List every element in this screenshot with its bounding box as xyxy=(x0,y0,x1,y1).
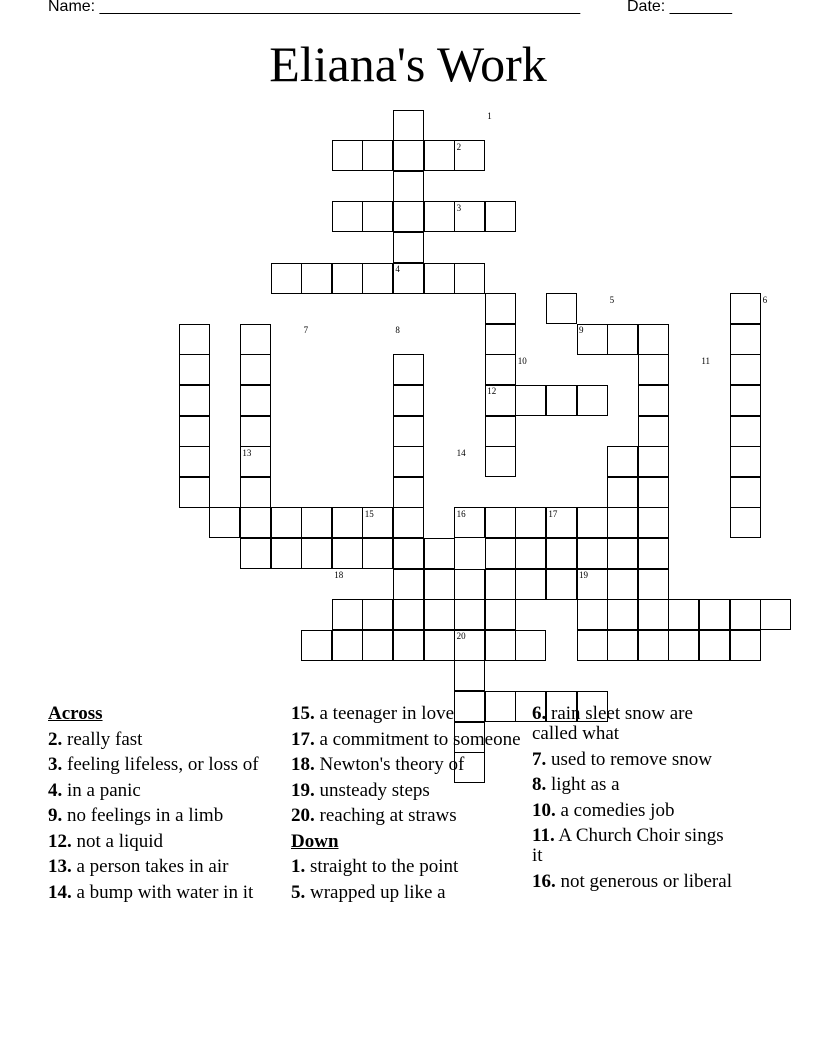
grid-cell[interactable] xyxy=(240,538,271,569)
grid-cell[interactable] xyxy=(485,599,516,630)
clue-across-20: 20. reaching at straws xyxy=(291,805,457,826)
clue-number-14: 14 xyxy=(456,447,466,458)
across-heading: Across xyxy=(48,703,103,724)
grid-cell[interactable] xyxy=(638,324,669,355)
clue-across-14: 14. a bump with water in it xyxy=(48,881,254,903)
clue-number-18: 18 xyxy=(334,570,344,580)
grid-cell[interactable] xyxy=(332,507,363,538)
grid-cell[interactable] xyxy=(607,630,638,661)
grid-cell[interactable] xyxy=(485,354,516,385)
grid-cell[interactable] xyxy=(515,569,546,600)
grid-cell[interactable] xyxy=(577,507,608,538)
grid-cell[interactable] xyxy=(454,599,485,630)
grid-cell[interactable] xyxy=(393,477,424,508)
clue-number-8: 8 xyxy=(395,325,400,336)
grid-cell[interactable] xyxy=(577,599,608,630)
grid-cell[interactable] xyxy=(179,354,210,385)
grid-cell[interactable] xyxy=(730,354,761,385)
grid-cell[interactable] xyxy=(332,538,363,569)
grid-cell[interactable] xyxy=(424,599,455,630)
grid-cell[interactable] xyxy=(332,630,363,661)
grid-cell[interactable] xyxy=(362,599,393,630)
clue-number-2: 2 xyxy=(456,141,462,152)
grid-cell[interactable] xyxy=(454,569,485,600)
clue-column-2 xyxy=(291,704,526,908)
clue-down-7: 7. used to remove snow xyxy=(532,748,712,770)
grid-cell[interactable] xyxy=(332,599,363,630)
grid-cell[interactable] xyxy=(301,507,332,538)
grid-cell[interactable] xyxy=(424,263,455,294)
date-field-label: Date: _______ xyxy=(627,0,732,15)
grid-cell[interactable] xyxy=(546,569,577,600)
grid-cell[interactable] xyxy=(393,110,424,141)
clue-across-17: 17. a commitment to someone xyxy=(291,728,521,750)
grid-cell[interactable] xyxy=(485,507,516,538)
grid-cell[interactable] xyxy=(638,416,669,447)
grid-cell[interactable] xyxy=(638,630,669,661)
grid-cell[interactable] xyxy=(546,293,577,324)
grid-cell[interactable] xyxy=(393,569,424,600)
grid-cell[interactable] xyxy=(638,538,669,569)
grid-cell[interactable] xyxy=(638,446,669,477)
grid-cell[interactable] xyxy=(730,385,761,416)
grid-cell[interactable] xyxy=(271,263,302,294)
grid-cell[interactable] xyxy=(485,324,516,355)
grid-cell[interactable] xyxy=(730,446,761,477)
grid-cell[interactable] xyxy=(240,477,271,508)
grid-cell[interactable] xyxy=(271,507,302,538)
grid-cell[interactable] xyxy=(546,385,577,416)
grid-cell[interactable] xyxy=(760,599,791,630)
grid-cell[interactable] xyxy=(179,446,210,477)
clue-down-11: 11. A Church Choir sings it xyxy=(532,825,724,866)
clue-down-16: 16. not generous or liberal xyxy=(532,870,732,892)
grid-cell[interactable] xyxy=(515,538,546,569)
grid-cell[interactable] xyxy=(485,201,516,232)
grid-cell[interactable] xyxy=(485,446,516,477)
clue-number-4: 4 xyxy=(395,264,400,274)
grid-cell[interactable] xyxy=(393,385,424,416)
clue-across-18: 18. Newton's theory of xyxy=(291,754,465,775)
grid-cell[interactable] xyxy=(607,507,638,538)
clue-across-19: 19. unsteady steps xyxy=(291,779,430,801)
grid-cell[interactable] xyxy=(699,599,730,630)
clue-across-12: 12. not a liquid xyxy=(48,830,164,852)
grid-cell[interactable] xyxy=(638,599,669,630)
grid-cell[interactable] xyxy=(668,630,699,661)
grid-cell[interactable] xyxy=(240,385,271,416)
grid-cell[interactable] xyxy=(332,140,363,171)
grid-cell[interactable] xyxy=(301,538,332,569)
grid-cell[interactable] xyxy=(485,538,516,569)
grid-cell[interactable] xyxy=(730,507,761,538)
grid-cell[interactable] xyxy=(393,354,424,385)
grid-cell[interactable] xyxy=(393,446,424,477)
clue-number-9: 9 xyxy=(579,325,584,336)
grid-cell[interactable] xyxy=(424,630,455,661)
grid-cell[interactable] xyxy=(424,140,455,171)
clue-number-13: 13 xyxy=(242,447,252,458)
grid-cell[interactable] xyxy=(393,507,424,538)
grid-cell[interactable] xyxy=(515,507,546,538)
clue-number-1: 1 xyxy=(487,111,492,121)
clue-across-3: 3. feeling lifeless, or loss of xyxy=(48,754,259,775)
grid-cell[interactable] xyxy=(393,232,424,263)
clue-down-8: 8. light as a xyxy=(532,774,620,795)
grid-cell[interactable] xyxy=(485,569,516,600)
grid-cell[interactable] xyxy=(179,385,210,416)
grid-cell[interactable] xyxy=(607,446,638,477)
name-field-label: Name: ______________________________________________________ xyxy=(48,0,581,15)
grid-cell[interactable] xyxy=(638,354,669,385)
clue-column-3 xyxy=(532,704,732,897)
grid-cell[interactable] xyxy=(485,293,516,324)
grid-cell[interactable] xyxy=(668,599,699,630)
grid-cell[interactable] xyxy=(393,599,424,630)
grid-cell[interactable] xyxy=(730,630,761,661)
grid-cell[interactable] xyxy=(454,660,485,691)
grid-cell[interactable] xyxy=(454,263,485,294)
grid-cell[interactable] xyxy=(577,538,608,569)
grid-cell[interactable] xyxy=(179,416,210,447)
clue-down-1: 1. straight to the point xyxy=(291,856,459,877)
grid-cell[interactable] xyxy=(485,416,516,447)
grid-cell[interactable] xyxy=(393,171,424,202)
grid-cell[interactable] xyxy=(240,324,271,355)
clue-column-1 xyxy=(48,704,283,908)
grid-cell[interactable] xyxy=(393,538,424,569)
grid-cell[interactable] xyxy=(730,477,761,508)
grid-cell[interactable] xyxy=(362,538,393,569)
clue-down-6: 6. rain sleet snow are called what xyxy=(532,703,693,744)
grid-cell[interactable] xyxy=(638,569,669,600)
grid-cell[interactable] xyxy=(240,416,271,447)
clue-down-5: 5. wrapped up like a xyxy=(291,881,446,903)
clue-number-16: 16 xyxy=(456,508,466,519)
grid-cell[interactable] xyxy=(362,140,393,171)
grid-cell[interactable] xyxy=(515,385,546,416)
clue-number-7: 7 xyxy=(303,325,309,336)
grid-cell[interactable] xyxy=(362,201,393,232)
clue-across-13: 13. a person takes in air xyxy=(48,856,229,877)
grid-cell[interactable] xyxy=(485,630,516,661)
grid-cell[interactable] xyxy=(362,263,393,294)
grid-cell[interactable] xyxy=(393,630,424,661)
grid-cell[interactable] xyxy=(271,538,302,569)
clue-number-5: 5 xyxy=(609,294,615,305)
grid-cell[interactable] xyxy=(240,354,271,385)
grid-cell[interactable] xyxy=(332,263,363,294)
clue-number-20: 20 xyxy=(456,631,466,642)
grid-cell[interactable] xyxy=(607,477,638,508)
grid-cell[interactable] xyxy=(730,293,761,324)
grid-cell[interactable] xyxy=(638,385,669,416)
grid-cell[interactable] xyxy=(730,416,761,447)
grid-cell[interactable] xyxy=(515,630,546,661)
clue-across-15: 15. a teenager in love xyxy=(291,703,455,724)
clue-across-2: 2. really fast xyxy=(48,728,143,750)
down-heading: Down xyxy=(291,830,339,852)
page-title: Eliana's Work xyxy=(269,36,547,92)
grid-cell[interactable] xyxy=(301,630,332,661)
grid-cell[interactable] xyxy=(699,630,730,661)
grid-cell[interactable] xyxy=(332,201,363,232)
clue-number-11: 11 xyxy=(701,355,711,366)
clue-down-10: 10. a comedies job xyxy=(532,799,675,821)
grid-cell[interactable] xyxy=(179,324,210,355)
grid-cell[interactable] xyxy=(638,507,669,538)
clue-number-15: 15 xyxy=(364,508,374,519)
grid-cell[interactable] xyxy=(577,630,608,661)
clue-number-12: 12 xyxy=(487,386,497,397)
clue-number-6: 6 xyxy=(762,294,768,305)
grid-cell[interactable] xyxy=(209,507,240,538)
grid-cell[interactable] xyxy=(638,477,669,508)
clue-number-19: 19 xyxy=(579,570,588,580)
grid-cell[interactable] xyxy=(546,538,577,569)
grid-cell[interactable] xyxy=(393,201,424,232)
grid-cell[interactable] xyxy=(179,477,210,508)
grid-cell[interactable] xyxy=(607,569,638,600)
clue-number-3: 3 xyxy=(456,202,462,213)
grid-cell[interactable] xyxy=(301,263,332,294)
grid-cell[interactable] xyxy=(607,599,638,630)
grid-cell[interactable] xyxy=(240,507,271,538)
grid-cell[interactable] xyxy=(393,416,424,447)
grid-cell[interactable] xyxy=(393,140,424,171)
grid-cell[interactable] xyxy=(730,599,761,630)
clue-number-17: 17 xyxy=(548,508,558,519)
grid-cell[interactable] xyxy=(607,324,638,355)
grid-cell[interactable] xyxy=(607,538,638,569)
clue-number-10: 10 xyxy=(517,355,527,366)
grid-cell[interactable] xyxy=(424,569,455,600)
clue-across-4: 4. in a panic xyxy=(48,779,141,801)
grid-cell[interactable] xyxy=(577,385,608,416)
grid-cell[interactable] xyxy=(424,201,455,232)
grid-cell[interactable] xyxy=(362,630,393,661)
grid-cell[interactable] xyxy=(424,538,455,569)
grid-cell[interactable] xyxy=(730,324,761,355)
clue-across-9: 9. no feelings in a limb xyxy=(48,805,224,826)
